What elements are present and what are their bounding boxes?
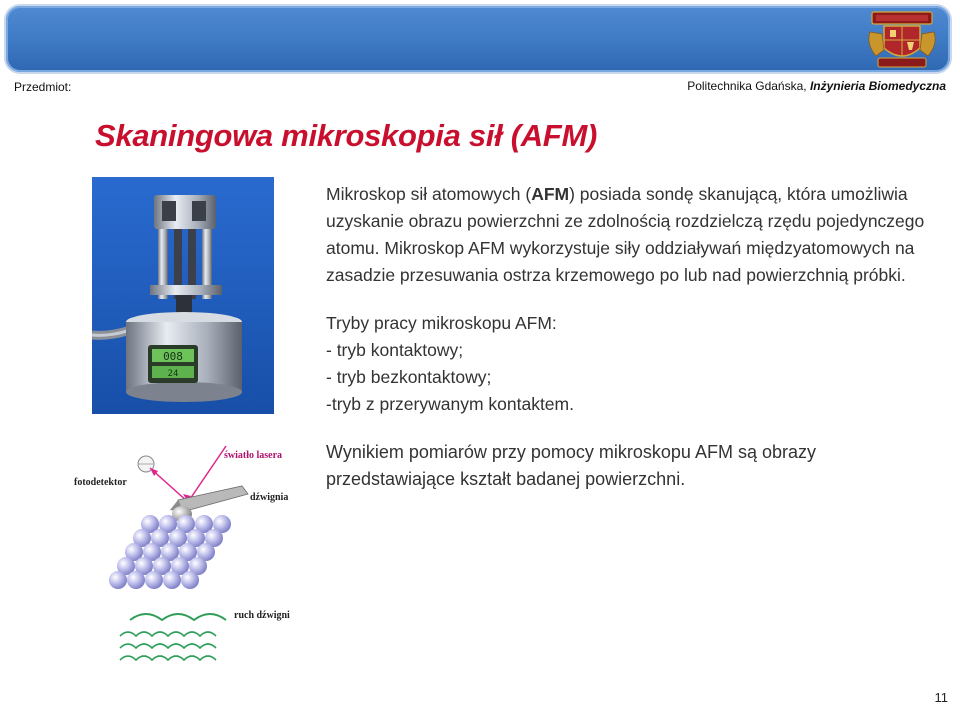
display-main-readout: 008 <box>163 350 183 363</box>
atom-surface-profile <box>120 632 216 660</box>
laser-light-label: światło lasera <box>224 450 283 461</box>
intro-paragraph <box>326 181 936 289</box>
lever-label: dźwignia <box>250 492 289 503</box>
modes-heading: Tryby pracy mikroskopu AFM: <box>326 313 557 333</box>
slide-title: Skaningowa mikroskopia sił (AFM) <box>95 118 597 153</box>
intro-text-end: ) posiada sondę skanującą, która umożliwia uzyskanie obrazu powierzchni ze zdolnością rozdzielczą rzędu pojedynczego atomu. Mikroskop AFM wykorzystuje siły oddziaływań międzyatomowych na zasadzie przesuwania ostrza krzemowego po lub nad powierzchnią próbki. <box>326 184 925 285</box>
subject-label: Przedmiot: <box>14 80 72 94</box>
page-number: 11 <box>934 690 948 705</box>
university-crest-logo <box>862 10 942 70</box>
organization-name: Politechnika Gdańska, <box>687 79 810 93</box>
specialization-name: Inżynieria Biomedyczna <box>809 79 946 93</box>
afm-acronym: AFM <box>531 184 570 204</box>
slide-body <box>326 181 936 493</box>
modes-section <box>326 310 936 418</box>
lever-motion-trace <box>130 614 226 620</box>
mode-item-noncontact: - tryb bezkontaktowy; <box>326 367 492 387</box>
display-secondary-readout: 24 <box>167 369 179 379</box>
header-bar <box>6 6 950 72</box>
afm-microscope-photo <box>92 177 274 414</box>
mode-item-intermittent: -tryb z przerywanym kontaktem. <box>326 394 574 414</box>
lever-motion-label: ruch dźwigni <box>234 610 290 621</box>
afm-principle-diagram <box>70 438 310 670</box>
conclusion-paragraph: Wynikiem pomiarów przy pomocy mikroskopu AFM są obrazy przedstawiające kształt badanej powierzchni. <box>326 442 816 489</box>
photodetector-label: fotodetektor <box>74 477 127 488</box>
organization-label <box>687 79 946 93</box>
intro-text-start: Mikroskop sił atomowych ( <box>326 184 532 204</box>
atom-lattice <box>109 515 231 589</box>
mode-item-contact: - tryb kontaktowy; <box>326 340 464 360</box>
